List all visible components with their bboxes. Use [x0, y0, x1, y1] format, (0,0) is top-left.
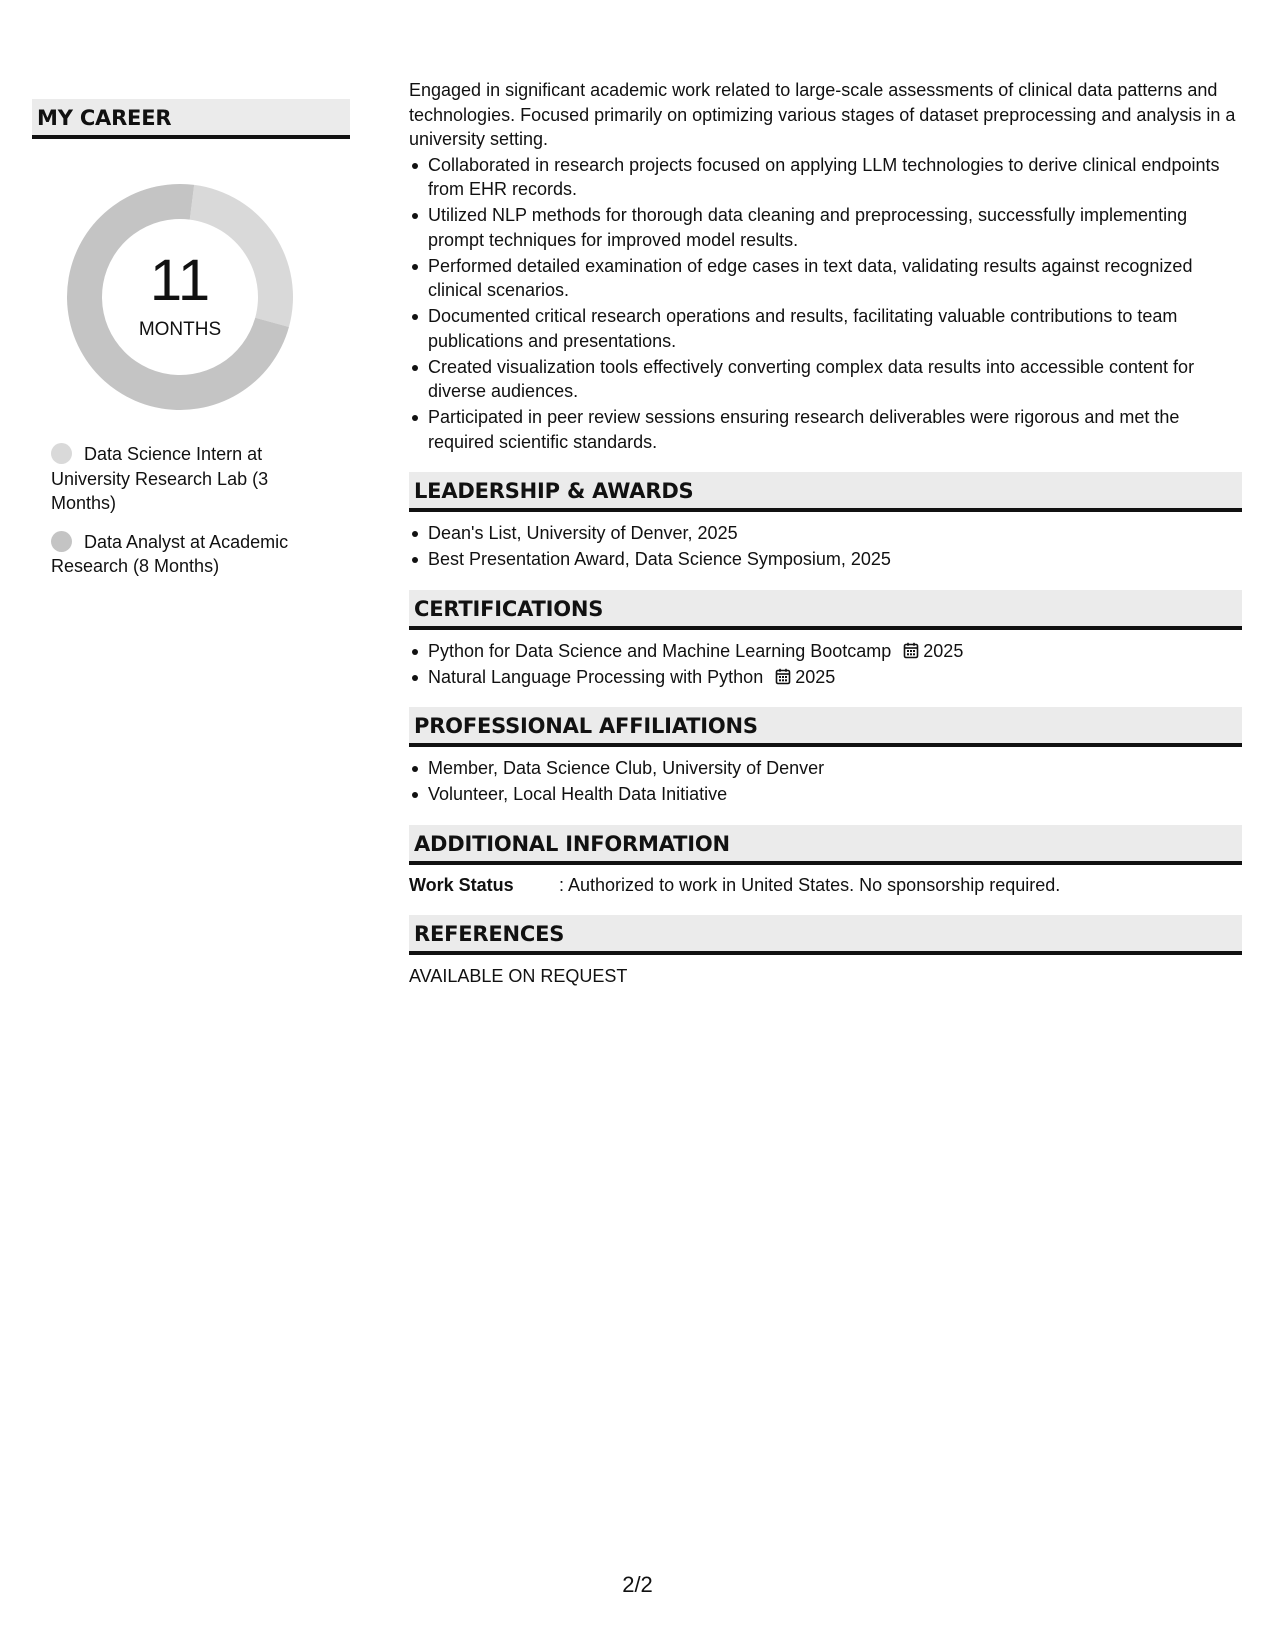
list-item: Created visualization tools effectively converting complex data results into accessible content for diverse audiences.: [428, 355, 1242, 404]
work-status-row: [409, 873, 1242, 897]
donut-total-number: 11: [149, 248, 211, 313]
list-item: Member, Data Science Club, University of Denver: [428, 756, 1242, 781]
references-heading: REFERENCES: [409, 915, 1242, 955]
career-legend: [51, 442, 321, 579]
list-item: Utilized NLP methods for thorough data cleaning and preprocessing, successfully implementing prompt techniques for improved model results.: [428, 203, 1242, 252]
list-item: Performed detailed examination of edge cases in text data, validating results against recognized clinical scenarios.: [428, 254, 1242, 303]
list-item: Dean's List, University of Denver, 2025: [428, 521, 1242, 546]
career-heading: MY CAREER: [32, 99, 350, 139]
list-item: [428, 665, 1242, 690]
page-number: 2/2: [622, 1572, 653, 1597]
legend-dot-icon: [51, 443, 72, 464]
career-sidebar: [32, 99, 350, 593]
list-item: Collaborated in research projects focused on applying LLM technologies to derive clinical endpoints from EHR records.: [428, 153, 1242, 202]
references-section: [409, 915, 1242, 988]
donut-total-unit: MONTHS: [138, 319, 222, 340]
list-item: Documented critical research operations and results, facilitating valuable contributions to team publications and presentations.: [428, 304, 1242, 353]
work-status-value: : Authorized to work in United States. No sponsorship required.: [559, 874, 1061, 895]
additional-section: [409, 825, 1242, 897]
affiliations-list: [409, 756, 1242, 807]
list-item: Volunteer, Local Health Data Initiative: [428, 782, 1242, 807]
work-status-label: Work Status: [409, 874, 514, 895]
additional-heading: ADDITIONAL INFORMATION: [409, 825, 1242, 865]
certification-name: Natural Language Processing with Python: [428, 666, 764, 687]
certification-year: 2025: [795, 666, 836, 687]
list-item: Best Presentation Award, Data Science Symposium, 2025: [428, 547, 1242, 572]
certifications-heading: CERTIFICATIONS: [409, 590, 1242, 630]
calendar-icon: [903, 642, 919, 659]
legend-item: [51, 442, 321, 516]
legend-item: [51, 530, 321, 579]
calendar-icon: [775, 668, 791, 685]
legend-label: Data Science Intern at University Research Lab (3 Months): [51, 444, 269, 513]
experience-intro: Engaged in significant academic work related to large-scale assessments of clinical data patterns and technologies. Focused primarily on optimizing various stages of dataset preprocessing and analysis in a university setting.: [409, 80, 1236, 149]
list-item: [428, 639, 1242, 664]
legend-dot-icon: [51, 531, 72, 552]
certification-year: 2025: [923, 640, 964, 661]
list-item: Participated in peer review sessions ensuring research deliverables were rigorous and met the required scientific standards.: [428, 405, 1242, 454]
affiliations-heading: PROFESSIONAL AFFILIATIONS: [409, 707, 1242, 747]
references-text: AVAILABLE ON REQUEST: [409, 965, 628, 986]
legend-label: Data Analyst at Academic Research (8 Months): [51, 531, 289, 576]
certifications-section: [409, 590, 1242, 690]
certification-name: Python for Data Science and Machine Learning Bootcamp: [428, 640, 892, 661]
leadership-list: [409, 521, 1242, 572]
certifications-list: [409, 639, 1242, 690]
leadership-section: [409, 472, 1242, 572]
experience-bullets: [409, 153, 1242, 455]
leadership-heading: LEADERSHIP & AWARDS: [409, 472, 1242, 512]
career-donut-chart: [67, 184, 293, 410]
affiliations-section: [409, 707, 1242, 807]
main-content: [409, 78, 1242, 988]
